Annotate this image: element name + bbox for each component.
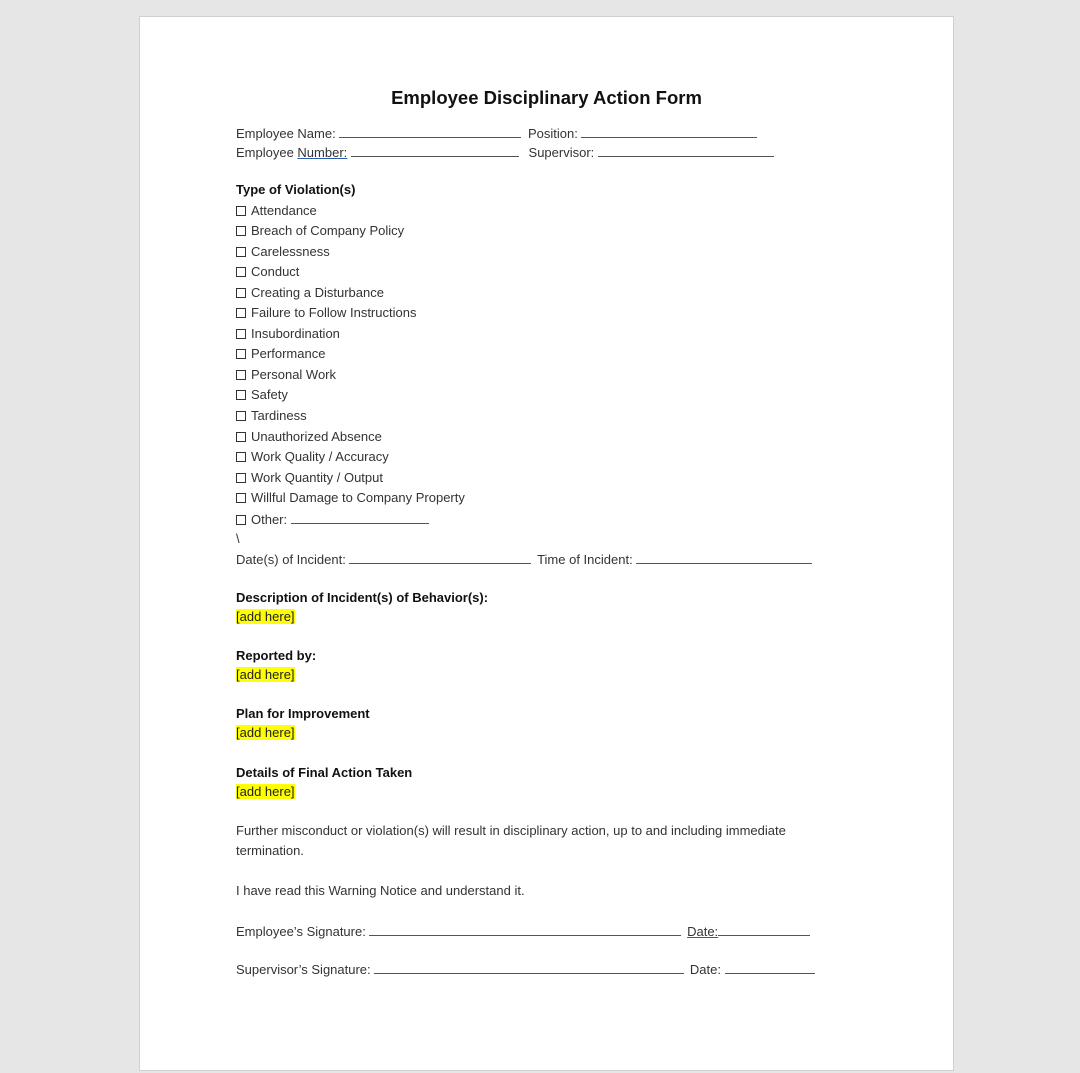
violation-label: Insubordination xyxy=(251,326,340,341)
supervisor-date-field[interactable] xyxy=(725,961,815,974)
final-action-heading: Details of Final Action Taken xyxy=(236,765,413,780)
employee-name-field[interactable] xyxy=(339,125,521,138)
checkbox[interactable] xyxy=(236,226,246,236)
employee-name-label: Employee Name: xyxy=(236,126,336,141)
supervisor-signature-row xyxy=(236,961,815,978)
violation-label: Personal Work xyxy=(251,367,337,382)
plan-placeholder[interactable] xyxy=(236,725,295,741)
other-field[interactable] xyxy=(291,511,429,524)
violation-item[interactable] xyxy=(236,305,416,321)
description-heading: Description of Incident(s) of Behavior(s): xyxy=(236,590,489,605)
violation-item[interactable] xyxy=(236,285,384,301)
employee-number-label-prefix: Employee xyxy=(236,145,298,160)
date-incident-field[interactable] xyxy=(349,551,531,564)
misconduct-notice: Further misconduct or violation(s) will result in disciplinary action, up to and including immediate termination. xyxy=(236,823,786,858)
checkbox[interactable] xyxy=(236,390,246,400)
violation-label: Work Quality / Accuracy xyxy=(251,449,389,464)
employee-date-label: Date: xyxy=(687,924,719,939)
form-title: Employee Disciplinary Action Form xyxy=(391,87,702,108)
checkbox[interactable] xyxy=(236,515,246,525)
employee-number-field[interactable] xyxy=(351,144,519,157)
violations-heading: Type of Violation(s) xyxy=(236,182,356,197)
violation-label: Safety xyxy=(251,387,288,402)
violation-item[interactable] xyxy=(236,387,288,403)
checkbox[interactable] xyxy=(236,452,246,462)
position-label: Position: xyxy=(527,126,578,141)
violation-item[interactable] xyxy=(236,264,299,280)
checkbox[interactable] xyxy=(236,206,246,216)
violation-item[interactable] xyxy=(236,449,389,465)
violation-item[interactable] xyxy=(236,429,382,445)
supervisor-signature-field[interactable] xyxy=(374,961,684,974)
time-incident-field[interactable] xyxy=(636,551,812,564)
checkbox[interactable] xyxy=(236,308,246,318)
violation-item[interactable] xyxy=(236,326,340,342)
supervisor-signature-label: Supervisor’s Signature: xyxy=(236,962,371,977)
violation-label: Conduct xyxy=(251,264,300,279)
violation-label: Failure to Follow Instructions xyxy=(251,305,417,320)
employee-number-label-word: Number: xyxy=(297,145,348,160)
employee-number-label xyxy=(236,145,347,160)
checkbox[interactable] xyxy=(236,329,246,339)
position-field[interactable] xyxy=(581,125,757,138)
violation-label: Performance xyxy=(251,346,326,361)
employee-signature-row xyxy=(236,923,810,940)
date-incident-label: Date(s) of Incident: xyxy=(236,552,346,567)
incident-datetime-row xyxy=(236,551,812,568)
checkbox[interactable] xyxy=(236,370,246,380)
acknowledgement-text: I have read this Warning Notice and understand it. xyxy=(236,883,525,898)
employee-signature-label: Employee’s Signature: xyxy=(236,924,366,939)
placeholder-text: [add here] xyxy=(236,725,295,740)
violation-item[interactable] xyxy=(236,346,325,362)
checkbox[interactable] xyxy=(236,247,246,257)
violation-item[interactable] xyxy=(236,244,330,260)
violation-item[interactable] xyxy=(236,223,404,239)
reported-by-heading: Reported by: xyxy=(236,648,317,663)
violation-item[interactable] xyxy=(236,408,307,424)
supervisor-label: Supervisor: xyxy=(528,145,595,160)
checkbox[interactable] xyxy=(236,493,246,503)
reported-by-placeholder[interactable] xyxy=(236,667,295,683)
other-label: Other: xyxy=(251,512,288,527)
violation-label: Willful Damage to Company Property xyxy=(251,490,465,505)
document-page xyxy=(139,16,954,1071)
checkbox[interactable] xyxy=(236,349,246,359)
violation-item[interactable] xyxy=(236,490,465,506)
employee-name-row xyxy=(236,125,757,142)
placeholder-text: [add here] xyxy=(236,784,295,799)
employee-date-field[interactable] xyxy=(718,923,810,936)
supervisor-date-label: Date: xyxy=(689,962,721,977)
violation-label: Work Quantity / Output xyxy=(251,470,383,485)
checkbox[interactable] xyxy=(236,473,246,483)
final-action-placeholder[interactable] xyxy=(236,784,295,800)
checkbox[interactable] xyxy=(236,411,246,421)
violation-label: Unauthorized Absence xyxy=(251,429,382,444)
placeholder-text: [add here] xyxy=(236,609,295,624)
checkbox[interactable] xyxy=(236,288,246,298)
violation-label: Attendance xyxy=(251,203,317,218)
violation-item[interactable] xyxy=(236,367,336,383)
checkbox[interactable] xyxy=(236,432,246,442)
supervisor-field[interactable] xyxy=(598,144,774,157)
employee-signature-field[interactable] xyxy=(369,923,681,936)
violation-label: Carelessness xyxy=(251,244,330,259)
violation-label: Breach of Company Policy xyxy=(251,223,405,238)
description-placeholder[interactable] xyxy=(236,609,295,625)
checkbox[interactable] xyxy=(236,267,246,277)
stray-character: \ xyxy=(236,531,240,546)
employee-number-row xyxy=(236,144,774,161)
plan-heading: Plan for Improvement xyxy=(236,706,370,721)
violation-label: Creating a Disturbance xyxy=(251,285,384,300)
violation-item[interactable] xyxy=(236,470,383,486)
time-incident-label: Time of Incident: xyxy=(537,552,633,567)
violation-item-other[interactable] xyxy=(236,511,429,528)
violation-item[interactable] xyxy=(236,203,317,219)
violation-label: Tardiness xyxy=(251,408,307,423)
placeholder-text: [add here] xyxy=(236,667,295,682)
